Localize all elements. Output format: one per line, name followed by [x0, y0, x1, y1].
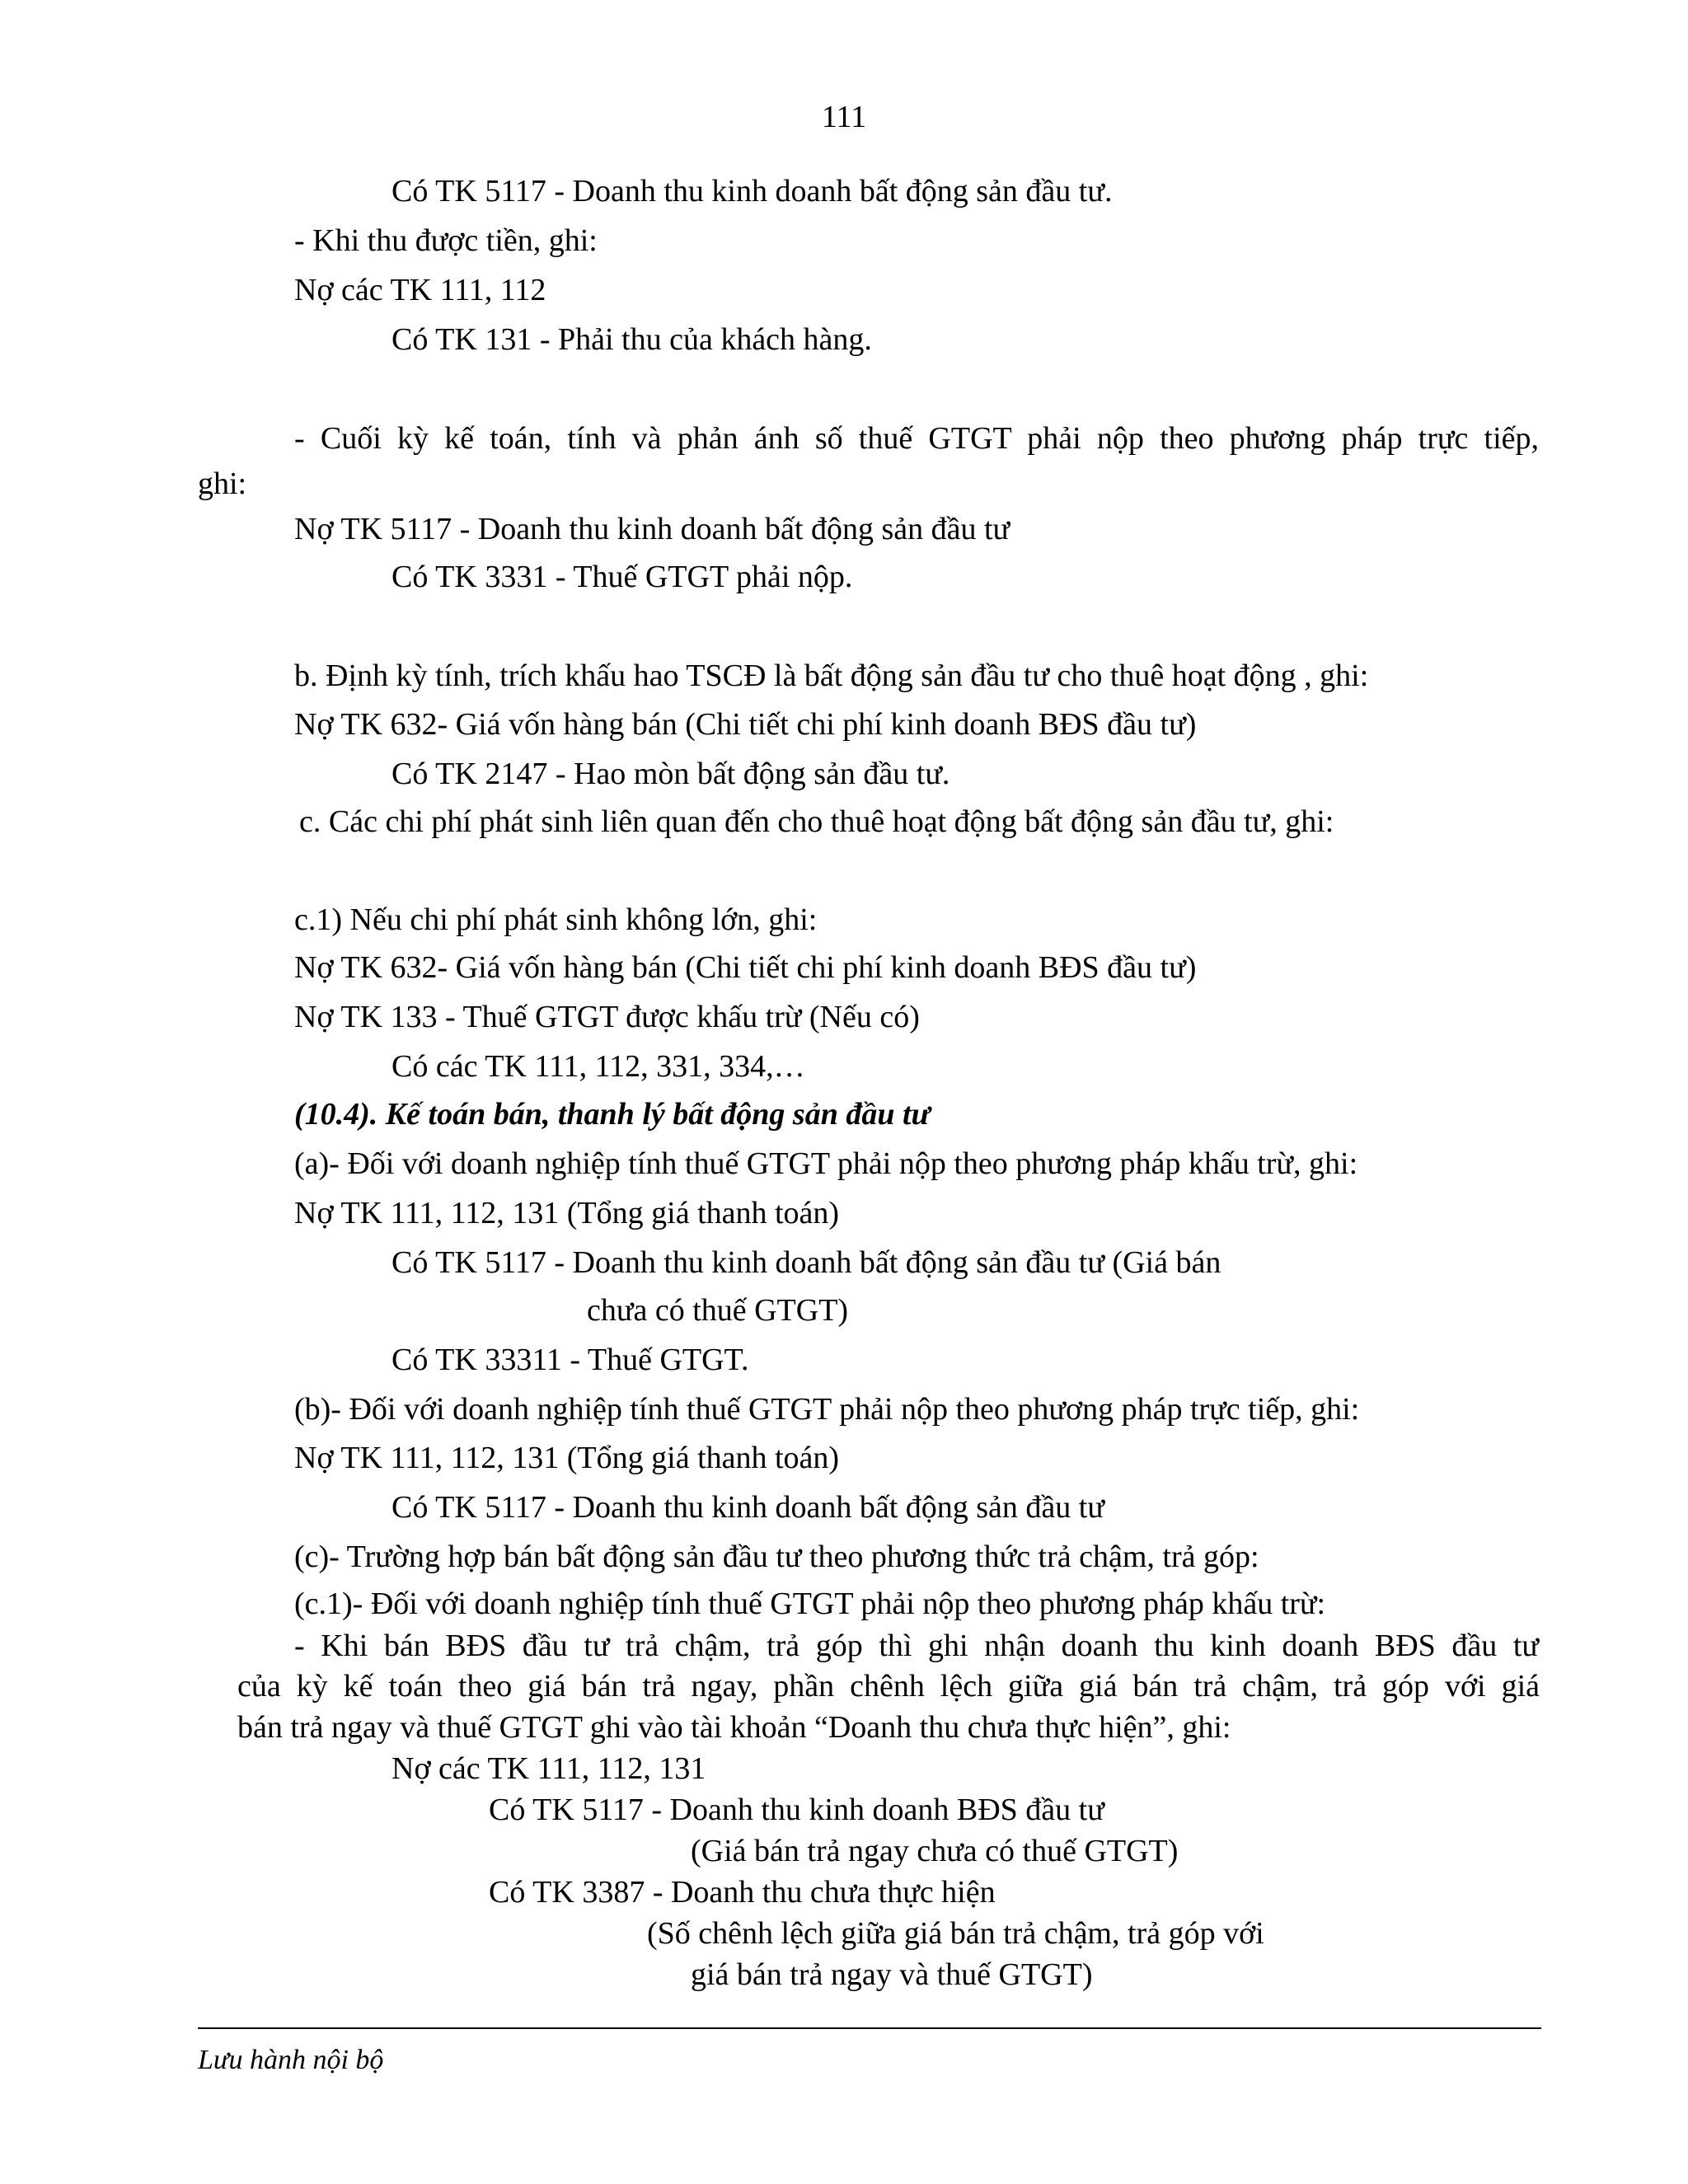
text-line: Có TK 5117 - Doanh thu kinh doanh BĐS đầu tư — [489, 1793, 1104, 1827]
text-line: Có TK 33311 - Thuế GTGT. — [392, 1343, 749, 1377]
text-line: (c.1)- Đối với doanh nghiệp tính thuế GTGT phải nộp theo phương pháp khấu trừ: — [294, 1586, 1326, 1621]
text-line: Có TK 2147 - Hao mòn bất động sản đầu tư. — [392, 757, 950, 791]
text-line: giá bán trả ngay và thuế GTGT) — [691, 1957, 1093, 1992]
text-line: Nợ TK 5117 - Doanh thu kinh doanh bất động sản đầu tư — [294, 512, 1010, 546]
text-line: b. Định kỳ tính, trích khấu hao TSCĐ là bất động sản đầu tư cho thuê hoạt động , ghi: — [294, 658, 1369, 693]
section-heading: (10.4). Kế toán bán, thanh lý bất động sản đầu tư — [294, 1097, 931, 1132]
text-line: (b)- Đối với doanh nghiệp tính thuế GTGT phải nộp theo phương pháp trực tiếp, ghi: — [294, 1392, 1360, 1427]
text-line: bán trả ngay và thuế GTGT ghi vào tài khoản “Doanh thu chưa thực hiện”, ghi: — [237, 1710, 1231, 1745]
footer-rule — [198, 2027, 1541, 2029]
text-line: Có TK 3387 - Doanh thu chưa thực hiện — [489, 1875, 996, 1910]
text-line: (Giá bán trả ngay chưa có thuế GTGT) — [691, 1834, 1179, 1868]
text-line: Nợ các TK 111, 112 — [294, 273, 546, 307]
text-line: - Cuối kỳ kế toán, tính và phản ánh số thuế GTGT phải nộp theo phương pháp trực tiếp, — [294, 421, 1539, 456]
text-line: c.1) Nếu chi phí phát sinh không lớn, ghi: — [294, 902, 818, 937]
footer-text: Lưu hành nội bộ — [198, 2045, 384, 2075]
page-number: 111 — [821, 100, 867, 134]
text-line: Có các TK 111, 112, 331, 334,… — [392, 1049, 805, 1084]
text-line: - Khi bán BĐS đầu tư trả chậm, trả góp thì ghi nhận doanh thu kinh doanh BĐS đầu tư — [294, 1629, 1539, 1663]
text-line: Có TK 5117 - Doanh thu kinh doanh bất động sản đầu tư. — [392, 174, 1113, 209]
text-line: Có TK 5117 - Doanh thu kinh doanh bất động sản đầu tư — [392, 1490, 1104, 1525]
text-line: Nợ các TK 111, 112, 131 — [392, 1751, 706, 1786]
text-line: Có TK 3331 - Thuế GTGT phải nộp. — [392, 560, 853, 594]
text-line: chưa có thuế GTGT) — [587, 1293, 849, 1328]
text-line: của kỳ kế toán theo giá bán trả ngay, phần chênh lệch giữa giá bán trả chậm, trả góp với giá — [237, 1669, 1540, 1704]
text-line: (c)- Trường hợp bán bất động sản đầu tư theo phương thức trả chậm, trả góp: — [294, 1540, 1259, 1574]
text-line: Nợ TK 111, 112, 131 (Tổng giá thanh toán) — [294, 1441, 840, 1475]
text-line: (a)- Đối với doanh nghiệp tính thuế GTGT phải nộp theo phương pháp khấu trừ, ghi: — [294, 1146, 1358, 1181]
text-line: c. Các chi phí phát sinh liên quan đến cho thuê hoạt động bất động sản đầu tư, ghi: — [299, 804, 1334, 839]
text-line: Nợ TK 133 - Thuế GTGT được khấu trừ (Nếu có) — [294, 1000, 920, 1034]
text-line: Nợ TK 632- Giá vốn hàng bán (Chi tiết chi phí kinh doanh BĐS đầu tư) — [294, 950, 1197, 985]
text-line: (Số chênh lệch giữa giá bán trả chậm, trả góp với — [647, 1916, 1264, 1951]
text-line: Có TK 5117 - Doanh thu kinh doanh bất động sản đầu tư (Giá bán — [392, 1245, 1221, 1280]
text-line: ghi: — [198, 466, 247, 501]
text-line: Nợ TK 632- Giá vốn hàng bán (Chi tiết chi phí kinh doanh BĐS đầu tư) — [294, 707, 1197, 742]
text-line: - Khi thu được tiền, ghi: — [294, 223, 598, 258]
text-line: Có TK 131 - Phải thu của khách hàng. — [392, 322, 872, 357]
text-line: Nợ TK 111, 112, 131 (Tổng giá thanh toán) — [294, 1196, 840, 1230]
